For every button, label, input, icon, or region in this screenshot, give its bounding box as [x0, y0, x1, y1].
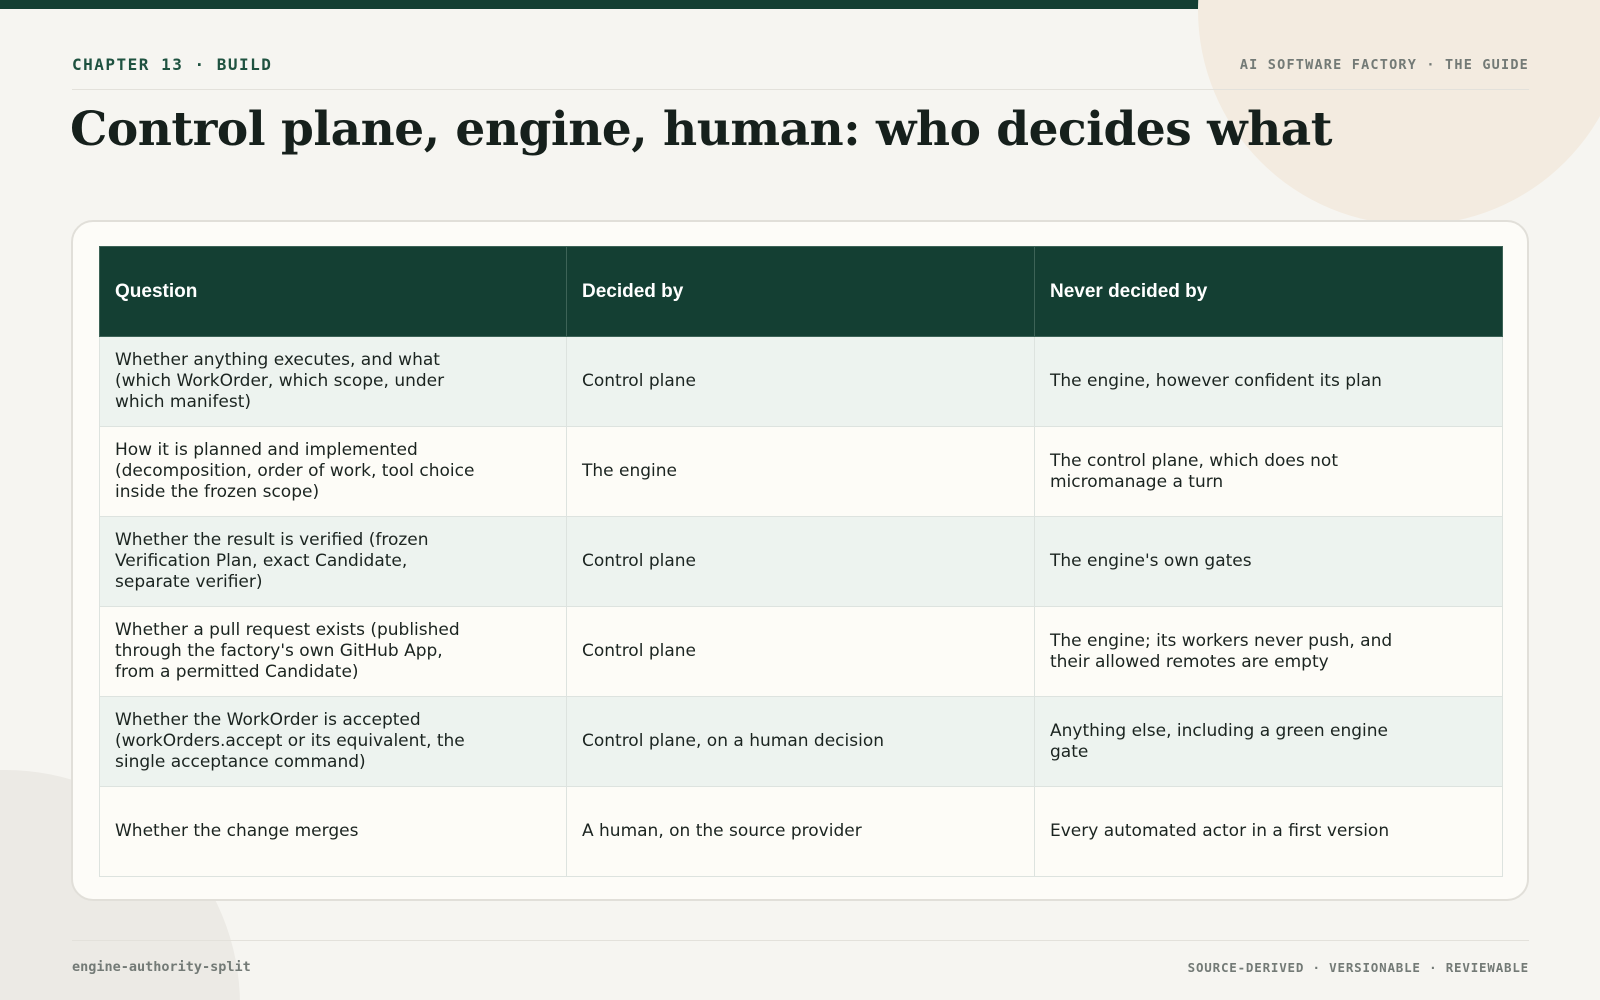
authority-table [99, 246, 1503, 877]
chapter-label: CHAPTER 13 · BUILD [72, 55, 273, 74]
question-cell [100, 517, 567, 607]
question-text: Whether anything executes, and what (which WorkOrder, which scope, under which manifest) [115, 350, 445, 412]
never-decided-by-text: Anything else, including a green engine gate [1049, 720, 1389, 762]
column-header-decided-by: Decided by [566, 247, 1034, 337]
never-decided-by-text: Every automated actor in a first version [1049, 821, 1390, 841]
never-decided-by-text: The control plane, which does not micromanage a turn [1049, 450, 1338, 492]
decided-by-cell: Control plane [566, 337, 1034, 427]
never-decided-by-cell [1034, 607, 1502, 697]
never-decided-by-cell [1034, 787, 1502, 877]
decided-by-cell: The engine [566, 427, 1034, 517]
footer-slug: engine-authority-split [72, 959, 251, 975]
table-row [100, 607, 1503, 697]
decided-by-cell: Control plane, on a human decision [566, 697, 1034, 787]
page-title: Control plane, engine, human: who decides what [70, 102, 1332, 157]
question-cell [100, 607, 567, 697]
question-cell [100, 337, 567, 427]
footer-tagline: SOURCE-DERIVED · VERSIONABLE · REVIEWABLE [1187, 960, 1529, 975]
table-card [71, 220, 1529, 901]
never-decided-by-cell [1034, 517, 1502, 607]
never-decided-by-text: The engine; its workers never push, and their allowed remotes are empty [1049, 630, 1393, 672]
page-header [72, 50, 1529, 90]
question-cell [100, 427, 567, 517]
table-header-row [100, 247, 1503, 337]
column-header-never-decided-by: Never decided by [1034, 247, 1502, 337]
never-decided-by-cell [1034, 427, 1502, 517]
guide-label: AI SOFTWARE FACTORY · THE GUIDE [1239, 57, 1529, 73]
table-row [100, 787, 1503, 877]
question-cell [100, 697, 567, 787]
table-row [100, 697, 1503, 787]
question-text: How it is planned and implemented (decomposition, order of work, tool choice inside the frozen scope) [115, 440, 475, 502]
question-text: Whether the WorkOrder is accepted (workOrders.accept or its equivalent, the single acceptance command) [115, 710, 465, 772]
question-cell [100, 787, 567, 877]
table-row [100, 517, 1503, 607]
never-decided-by-cell [1034, 697, 1502, 787]
table-row [100, 337, 1503, 427]
question-text: Whether the change merges [115, 821, 359, 841]
question-text: Whether a pull request exists (published through the factory's own GitHub App, from a permitted Candidate) [115, 620, 460, 682]
never-decided-by-cell [1034, 337, 1502, 427]
column-header-question: Question [100, 247, 567, 337]
decided-by-cell: Control plane [566, 517, 1034, 607]
decided-by-cell: Control plane [566, 607, 1034, 697]
table-row [100, 427, 1503, 517]
never-decided-by-text: The engine, however confident its plan [1049, 371, 1382, 391]
footer-divider [72, 940, 1529, 941]
decided-by-cell: A human, on the source provider [566, 787, 1034, 877]
question-text: Whether the result is verified (frozen Verification Plan, exact Candidate, separate verifier) [115, 530, 429, 592]
never-decided-by-text: The engine's own gates [1049, 551, 1252, 571]
